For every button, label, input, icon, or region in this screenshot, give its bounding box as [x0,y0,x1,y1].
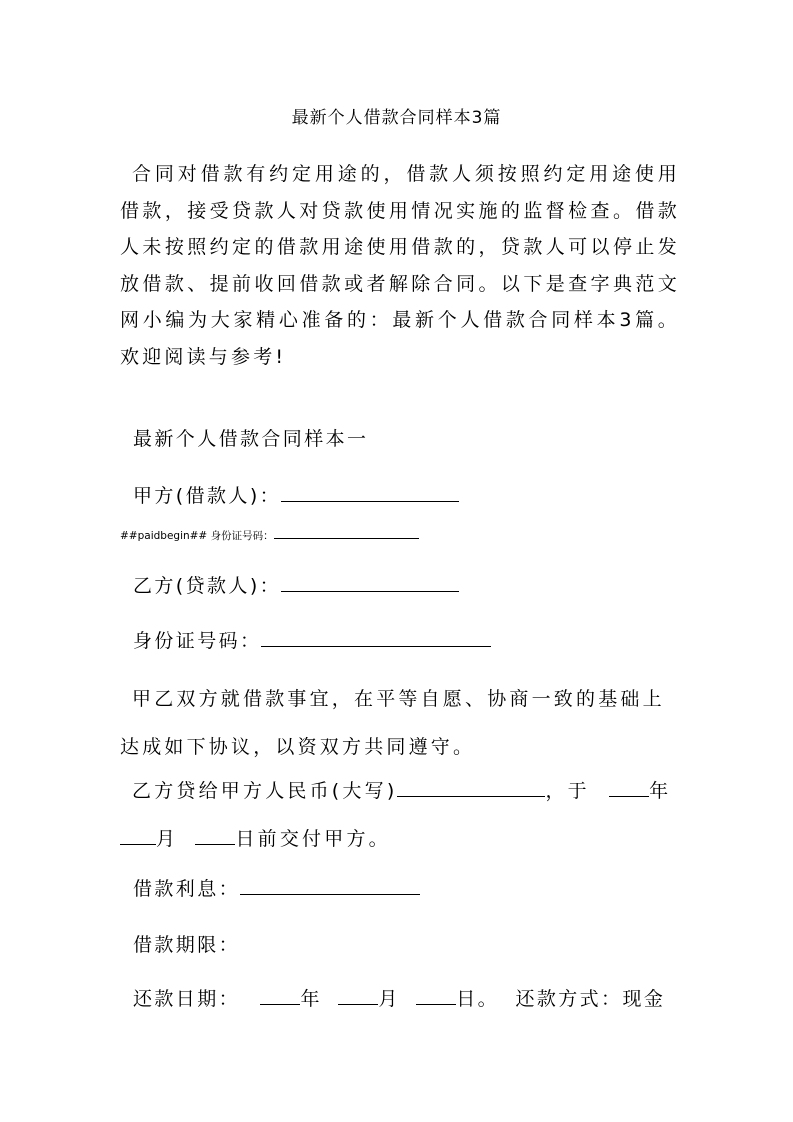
loan-day-blank [195,826,235,845]
repay-method: 还款方式：现金 [515,988,666,1010]
loan-paragraph [120,767,680,863]
party-b-label: 乙方(贷款人)： [133,575,282,597]
party-a-label: 甲方(借款人)： [133,485,282,507]
intro-paragraph: 合同对借款有约定用途的，借款人须按照约定用途使用借款，接受贷款人对贷款使用情况实施的监督检查。借款人未按照约定的借款用途使用借款的，贷款人可以停止发放借款、提前收回借款或者解除合同。以下是查字典范文网小编为大家精心准备的：最新个人借款合同样本3篇。欢迎阅读与参考! [120,163,680,368]
loan-month-blank [120,826,156,845]
loan-month-label: 月 [156,828,179,850]
agreement-paragraph: 甲乙双方就借款事宜，在平等自愿、协商一致的基础上达成如下协议，以资双方共同遵守。 [120,688,665,758]
repay-day-label: 日。 [456,988,499,1010]
party-b-line [133,571,459,598]
party-b-blank [281,573,459,592]
party-a-line [133,481,459,508]
repay-year-label: 年 [300,988,322,1010]
id-label: 身份证号码： [133,630,262,652]
section-title: 最新个人借款合同样本一 [133,428,369,450]
repay-date-label: 还款日期： [133,988,241,1010]
repay-month-label: 月 [378,988,400,1010]
repay-month-blank [338,986,378,1005]
interest-label: 借款利息： [133,878,241,900]
loan-year-blank [609,778,649,797]
loan-amount-label: 乙方贷给甲方人民币(大写) [132,780,398,802]
id-blank [261,628,491,647]
term-label: 借款期限： [133,934,241,956]
loan-day-label: 日前交付甲方。 [235,828,391,850]
loan-yu: ，于 [545,780,590,802]
loan-line-1 [120,767,680,815]
repay-line [133,984,665,1011]
id-line [133,626,491,653]
interest-blank [240,876,420,895]
interest-line [133,874,420,901]
loan-line-2 [120,815,680,863]
id-small-label: 身份证号码： [210,530,274,542]
id-small-blank [274,529,419,539]
paid-marker-line [120,528,419,543]
party-a-blank [281,483,459,502]
repay-year-blank [260,986,300,1005]
paid-marker: ##paidbegin## [120,530,208,542]
repay-day-blank [416,986,456,1005]
loan-year-label: 年 [649,780,672,802]
loan-amount-blank [397,778,545,797]
document-title: 最新个人借款合同样本3篇 [291,108,502,128]
